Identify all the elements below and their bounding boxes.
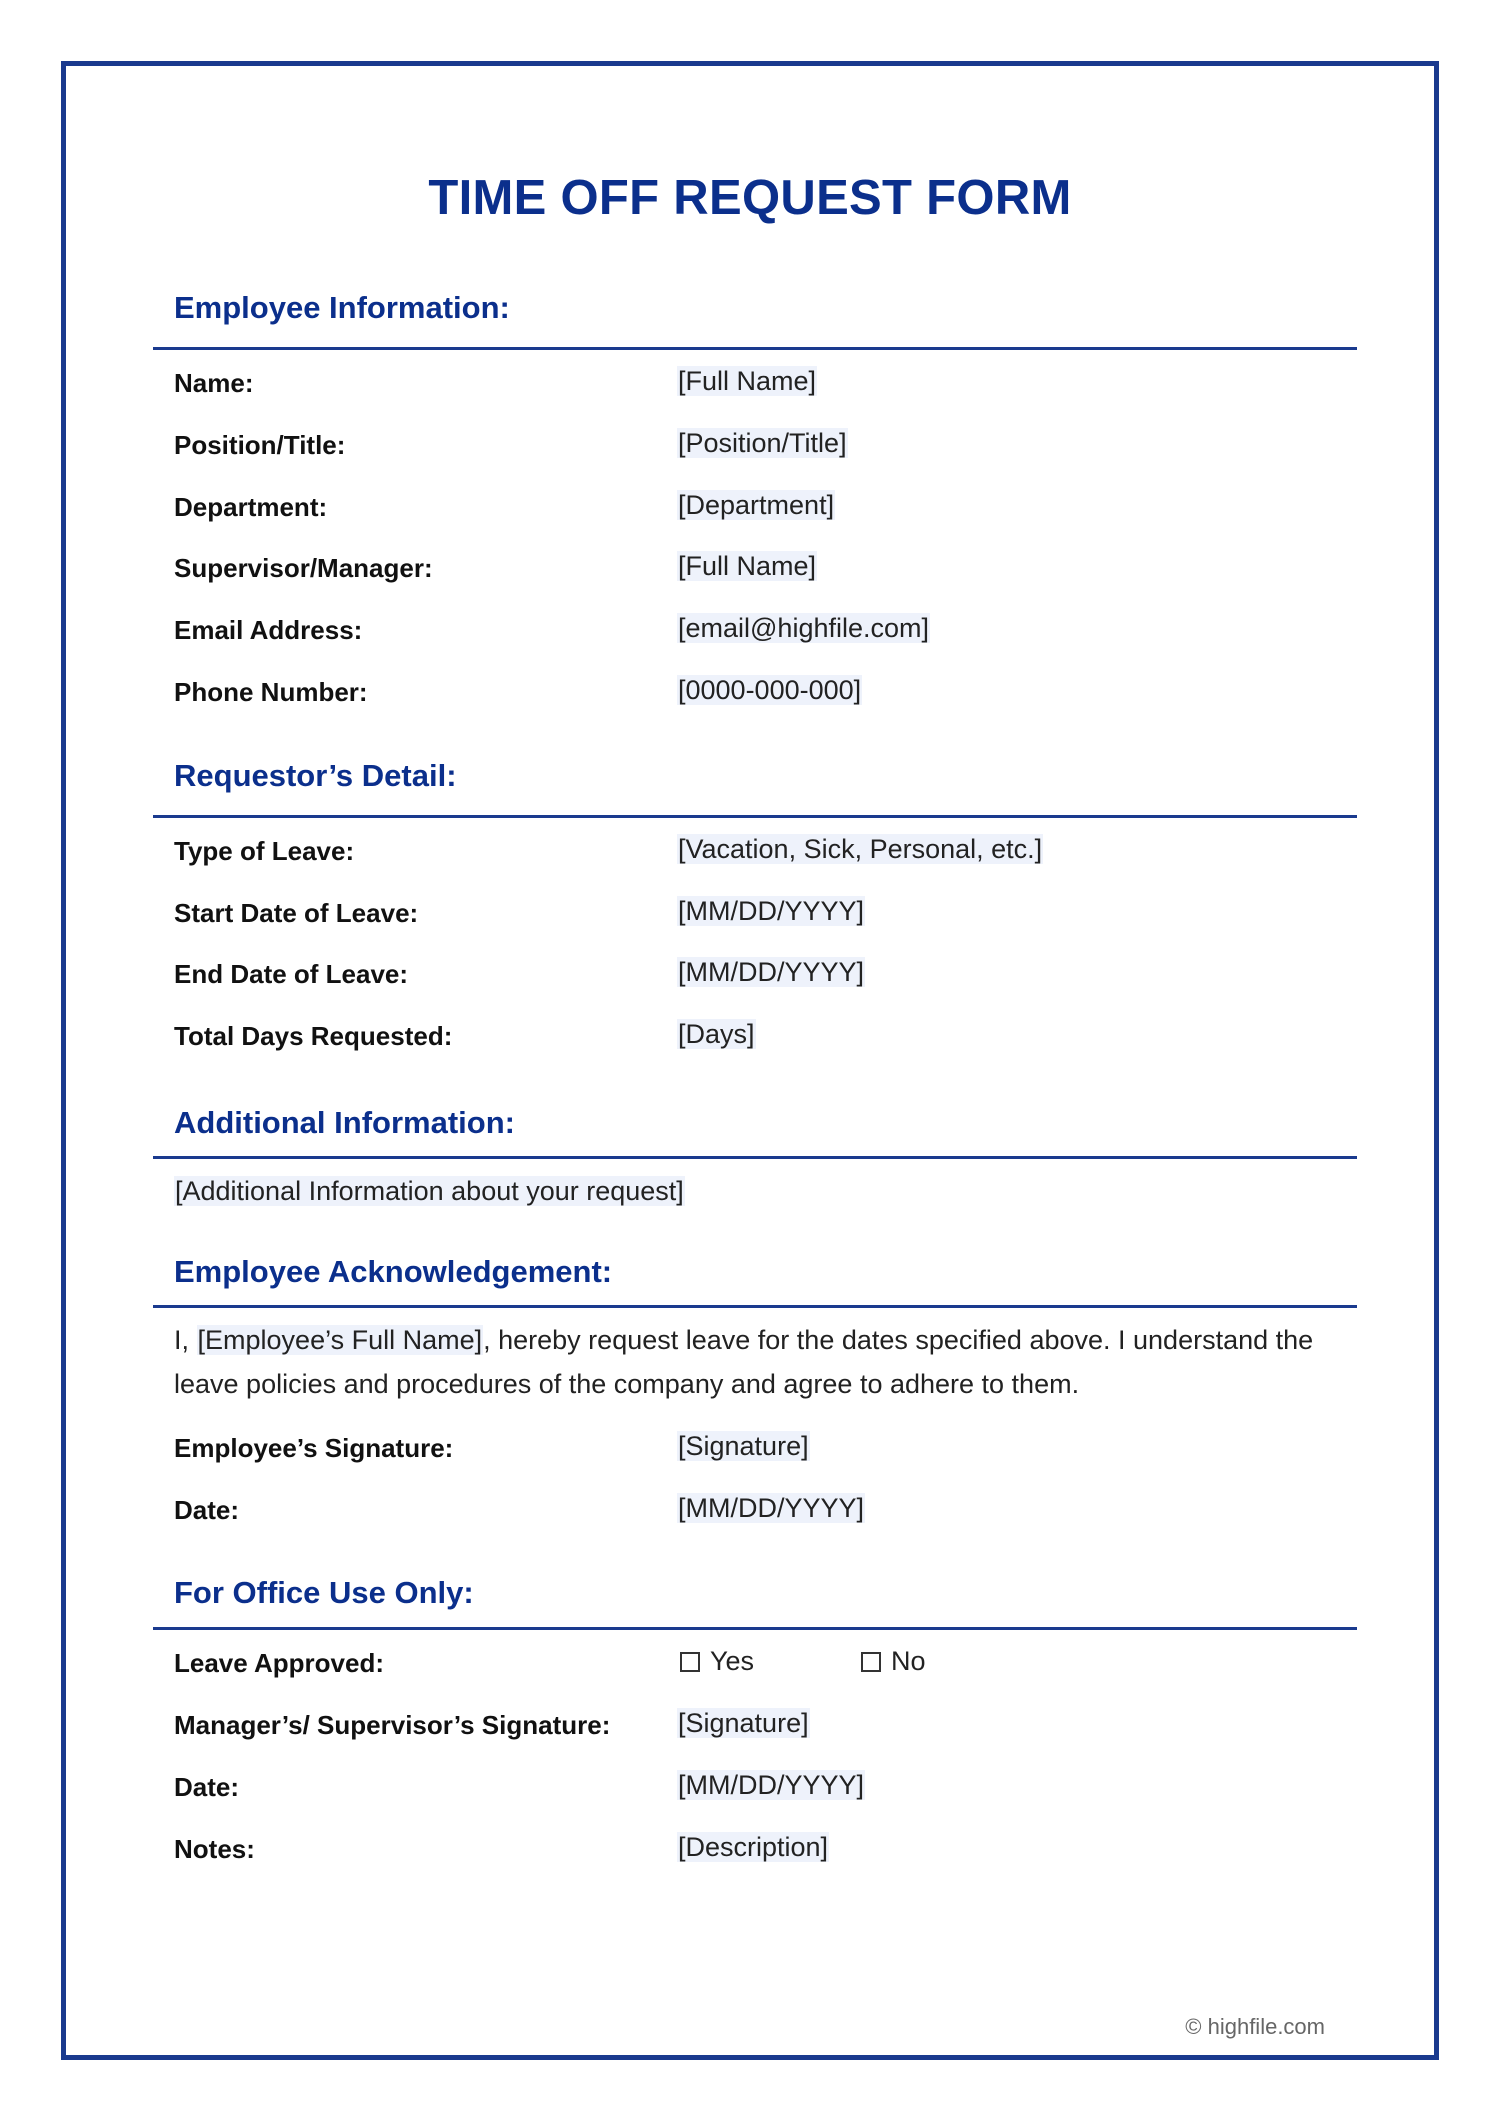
employee-signature-field[interactable]: [677, 1431, 810, 1462]
approved-no-checkbox[interactable]: [861, 1646, 926, 1677]
leave-type-field[interactable]: [677, 834, 1043, 865]
employee-date-field[interactable]: [677, 1493, 865, 1524]
office-date-field[interactable]: [677, 1770, 865, 1801]
supervisor-field[interactable]: [677, 551, 817, 582]
copyright-footer: © highfile.com: [1185, 2014, 1325, 2039]
employee-date-label: Date:: [174, 1495, 240, 1525]
department-label: Department:: [174, 492, 328, 522]
employee-full-name-field[interactable]: [Employee’s Full Name]: [197, 1325, 483, 1355]
email-field[interactable]: [677, 613, 930, 644]
checkbox-icon: [680, 1652, 700, 1672]
end-date-field[interactable]: [677, 957, 865, 988]
form-title: TIME OFF REQUEST FORM: [428, 171, 1072, 225]
checkbox-icon: [861, 1652, 881, 1672]
office-date-value: [MM/DD/YYYY]: [678, 1770, 865, 1800]
yes-label: Yes: [710, 1646, 755, 1676]
phone-value: [0000-000-000]: [678, 675, 862, 705]
position-label: Position/Title:: [174, 430, 346, 460]
name-value: [Full Name]: [678, 366, 817, 396]
phone-label: Phone Number:: [174, 677, 368, 707]
name-label: Name:: [174, 368, 254, 398]
supervisor-label: Supervisor/Manager:: [174, 553, 433, 583]
section-divider: [153, 815, 1357, 818]
leave-type-value: [Vacation, Sick, Personal, etc.]: [678, 834, 1043, 864]
additional-info-field[interactable]: [174, 1169, 1354, 1213]
manager-signature-field[interactable]: [677, 1708, 810, 1739]
phone-field[interactable]: [677, 675, 862, 706]
section-divider: [153, 1156, 1357, 1159]
additional-info-value: [Additional Information about your request]: [175, 1176, 684, 1206]
acknowledgement-statement: [174, 1318, 1354, 1406]
page-border: [61, 61, 1439, 2060]
supervisor-value: [Full Name]: [678, 551, 817, 581]
name-field[interactable]: [677, 366, 817, 397]
email-value: [email@highfile.com]: [678, 613, 930, 643]
section-divider: [153, 1627, 1357, 1630]
department-field[interactable]: [677, 490, 835, 521]
end-date-label: End Date of Leave:: [174, 959, 409, 989]
start-date-field[interactable]: [677, 896, 865, 927]
leave-approved-label: Leave Approved:: [174, 1648, 384, 1678]
position-field[interactable]: [677, 428, 848, 459]
total-days-value: [Days]: [678, 1019, 755, 1049]
department-value: [Department]: [678, 490, 835, 520]
employee-signature-label: Employee’s Signature:: [174, 1433, 454, 1463]
acknowledgement-line2: leave policies and procedures of the company and agree to adhere to them.: [174, 1369, 1080, 1399]
no-label: No: [891, 1646, 926, 1676]
section-employee-information: Employee Information:: [174, 290, 510, 325]
acknowledgement-prefix: I,: [174, 1325, 197, 1355]
email-label: Email Address:: [174, 615, 363, 645]
notes-label: Notes:: [174, 1834, 255, 1864]
leave-type-label: Type of Leave:: [174, 836, 355, 866]
notes-value: [Description]: [678, 1832, 829, 1862]
acknowledgement-line1: , hereby request leave for the dates specified above. I understand the: [483, 1325, 1314, 1355]
start-date-value: [MM/DD/YYYY]: [678, 896, 865, 926]
section-additional-information: Additional Information:: [174, 1105, 515, 1140]
section-divider: [153, 1305, 1357, 1308]
section-employee-acknowledgement: Employee Acknowledgement:: [174, 1254, 613, 1289]
manager-signature-label: Manager’s/ Supervisor’s Signature:: [174, 1710, 611, 1740]
approved-yes-checkbox[interactable]: [680, 1646, 754, 1677]
total-days-field[interactable]: [677, 1019, 756, 1050]
employee-date-value: [MM/DD/YYYY]: [678, 1493, 865, 1523]
position-value: [Position/Title]: [678, 428, 847, 458]
end-date-value: [MM/DD/YYYY]: [678, 957, 865, 987]
notes-field[interactable]: [677, 1832, 829, 1863]
manager-signature-value: [Signature]: [678, 1708, 809, 1738]
total-days-label: Total Days Requested:: [174, 1021, 453, 1051]
section-divider: [153, 347, 1357, 350]
start-date-label: Start Date of Leave:: [174, 898, 419, 928]
section-requestor-detail: Requestor’s Detail:: [174, 758, 457, 793]
employee-signature-value: [Signature]: [678, 1431, 809, 1461]
office-date-label: Date:: [174, 1772, 240, 1802]
section-office-use: For Office Use Only:: [174, 1575, 474, 1610]
